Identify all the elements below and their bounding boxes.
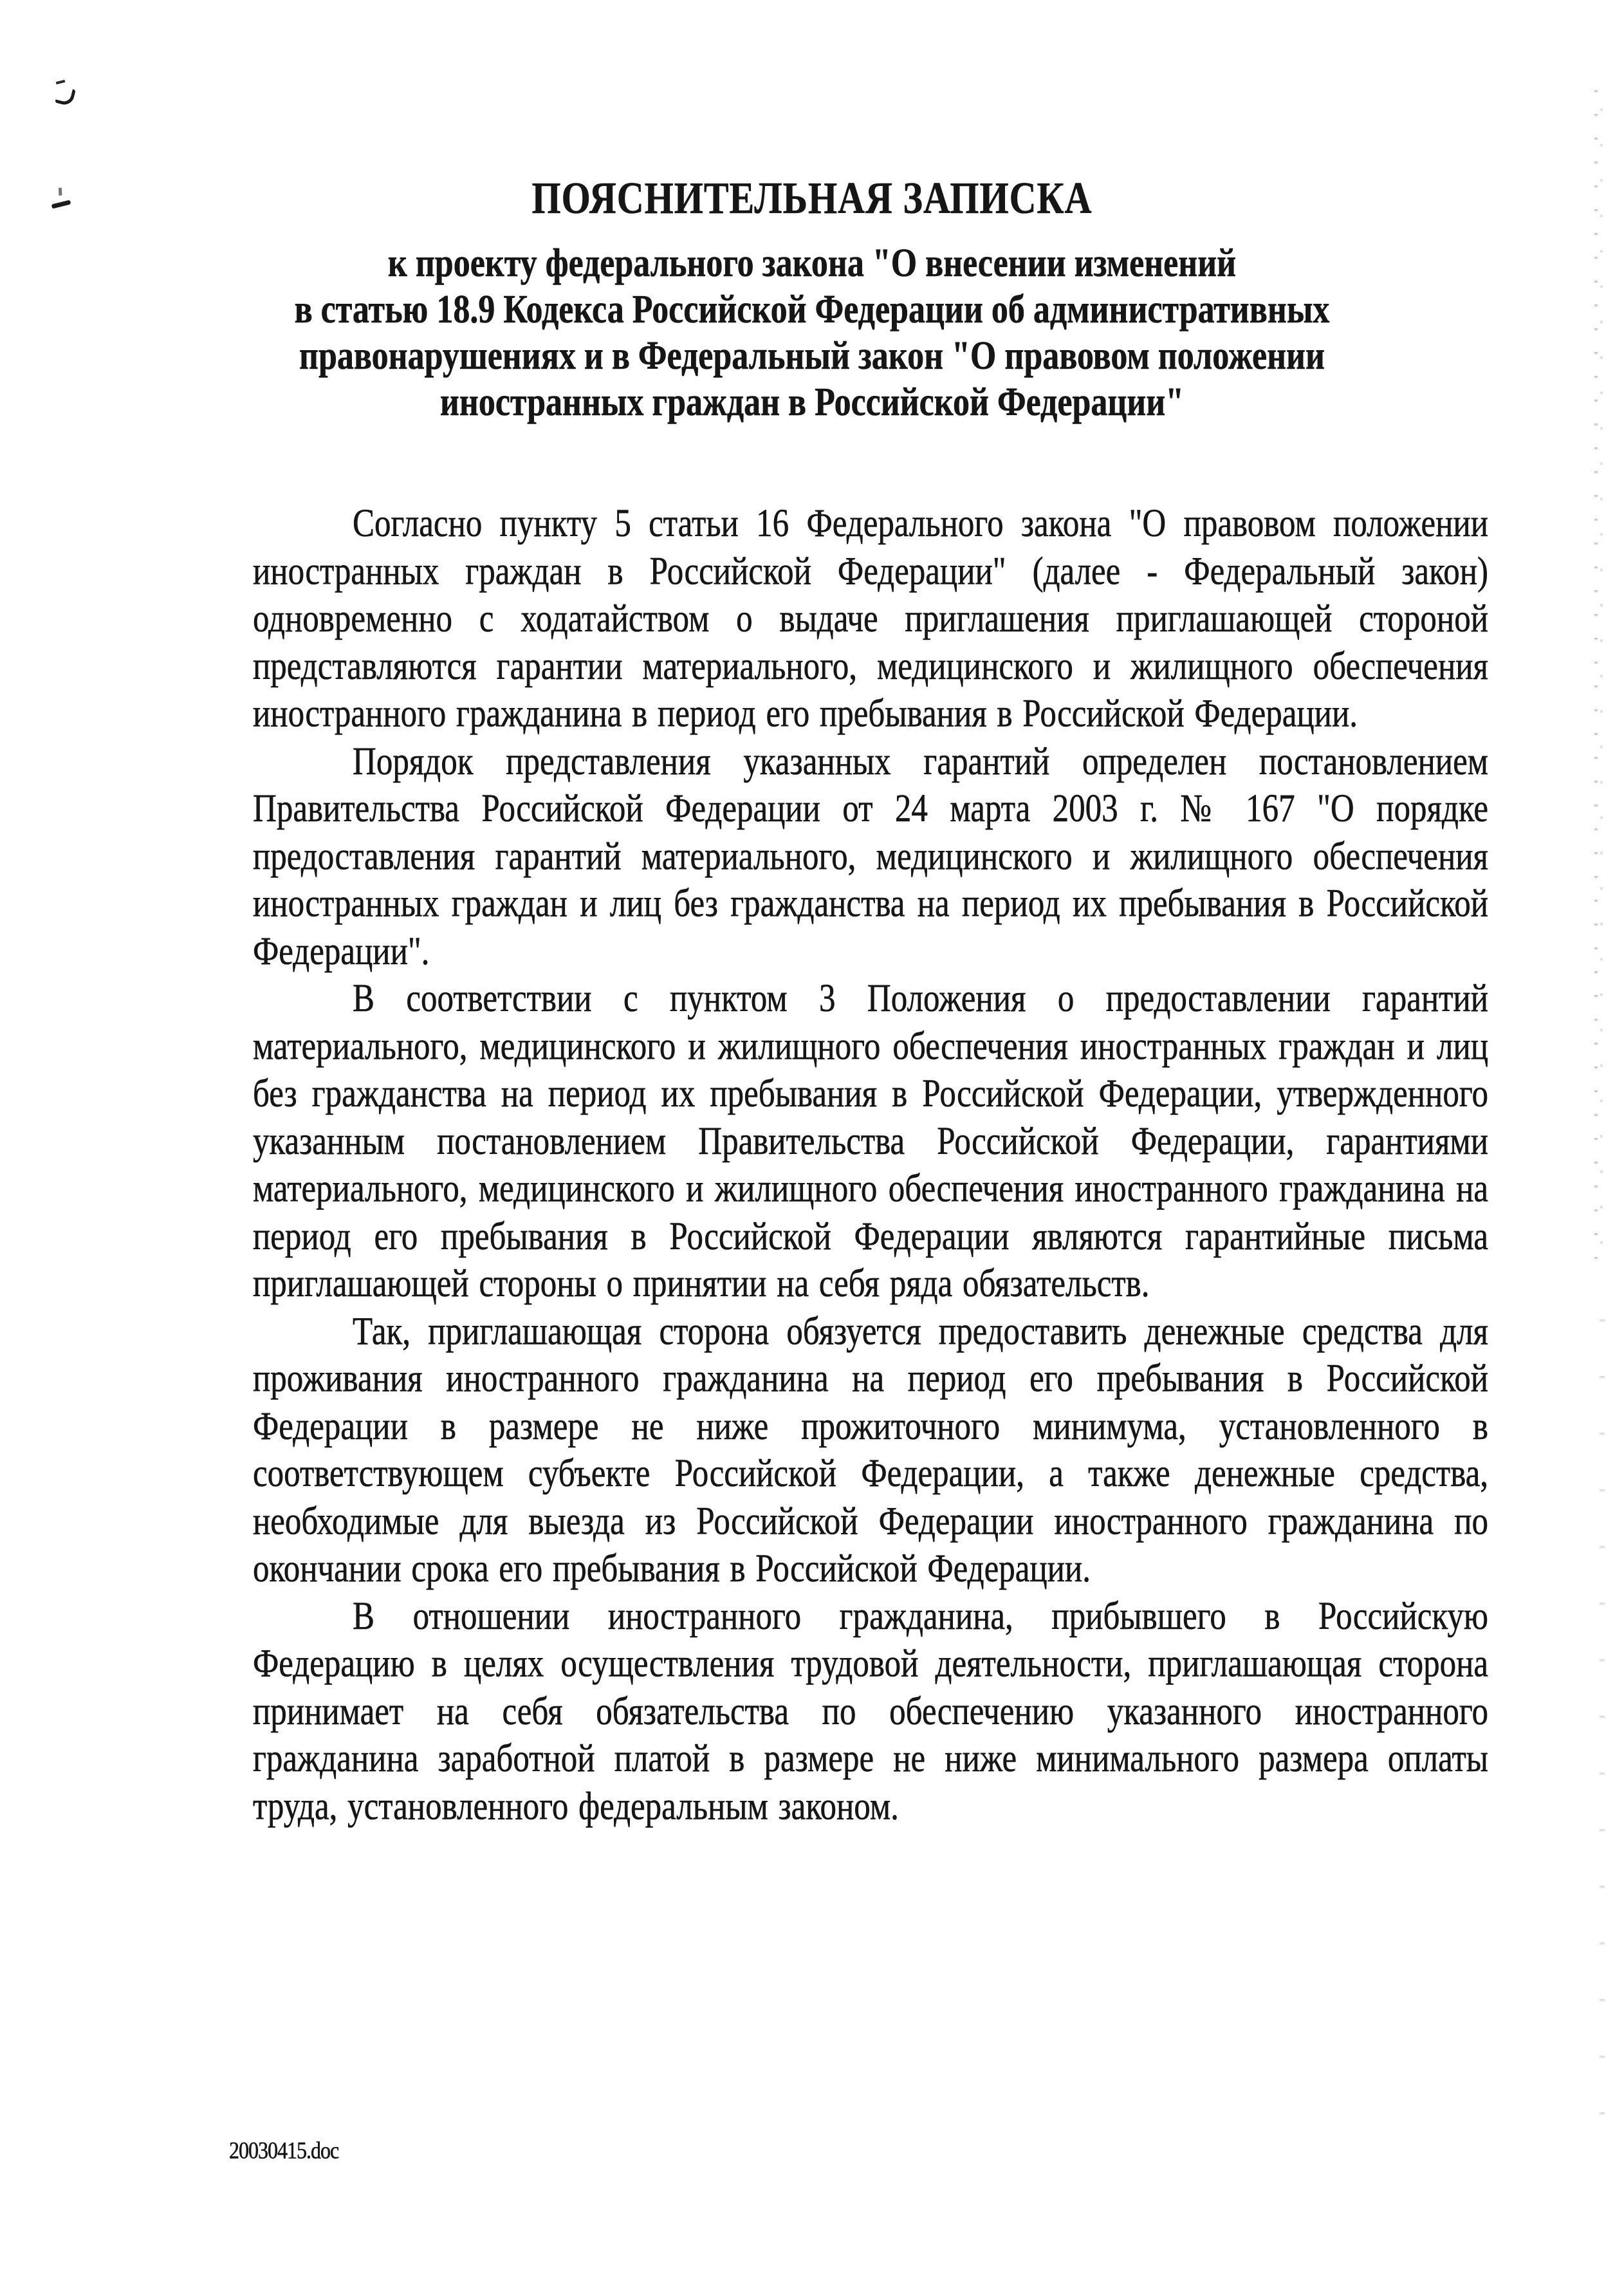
footer-filename: 20030415.doc [229,2137,339,2164]
subtitle-line-4: иностранных граждан в Российской Федерации" [439,380,1185,425]
subtitle-line-1: к проекту федерального закона "О внесении изменений [387,241,1237,286]
document-subtitle [0,241,1624,426]
document-title: ПОЯСНИТЕЛЬНАЯ ЗАПИСКА [531,172,1093,223]
scan-noise-right-edge-lower [1600,1319,1605,2156]
paragraph-1: Согласно пункту 5 статьи 16 Федерального закона "О правовом положении иностранных граждан в Российской Федерации" (далее - Федеральный закон) одновременно с ходатайством о выдаче приглашения приглашающей стороной представляются гарантии материального, медицинского и жилищного обеспечения иностранного гражданина в период его пребывания в Российской Федерации. [253,502,1488,736]
document-header [0,171,1624,426]
paragraph-2: Порядок представления указанных гарантий определен постановлением Правительства Российской Федерации от 24 марта 2003 г. № 167 "О порядке предоставления гарантий материального, медицинского и жилищного обеспечения иностранных граждан и лиц без гражданства на период их пребывания в Российской Федерации". [253,740,1488,973]
subtitle-line-3: правонарушениях и в Федеральный закон "О правовом положении [299,334,1325,378]
scan-pen-mark-top-left [55,86,76,107]
subtitle-line-2: в статью 18.9 Кодекса Российской Федерации об административных [294,288,1330,332]
document-body [253,501,1488,1830]
paragraph-5: В отношении иностранного гражданина, прибывшего в Российскую Федерацию в целях осуществления трудовой деятельности, приглашающая сторона принимает на себя обязательства по обеспечению указанного иностранного гражданина заработной платой в размере не ниже минимального размера оплаты труда, установленного федеральным законом. [253,1594,1488,1828]
paragraph-3: В соответствии с пунктом 3 Положения о предоставлении гарантий материального, медицинского и жилищного обеспечения иностранных граждан и лиц без гражданства на период их пребывания в Российской Федерации, утвержденного указанным постановлением Правительства Российской Федерации, гарантиями материального, медицинского и жилищного обеспечения иностранного гражданина на период его пребывания в Российской Федерации являются гарантийные письма приглашающей стороны о принятии на себя ряда обязательств. [253,977,1488,1306]
paragraph-4: Так, приглашающая сторона обязуется предоставить денежные средства для проживания иностранного гражданина на период его пребывания в Российской Федерации в размере не ниже прожиточного минимума, установленного в соответствующем субъекте Российской Федерации, а также денежные средства, необходимые для выезда из Российской Федерации иностранного гражданина по окончании срока его пребывания в Российской Федерации. [253,1310,1488,1591]
